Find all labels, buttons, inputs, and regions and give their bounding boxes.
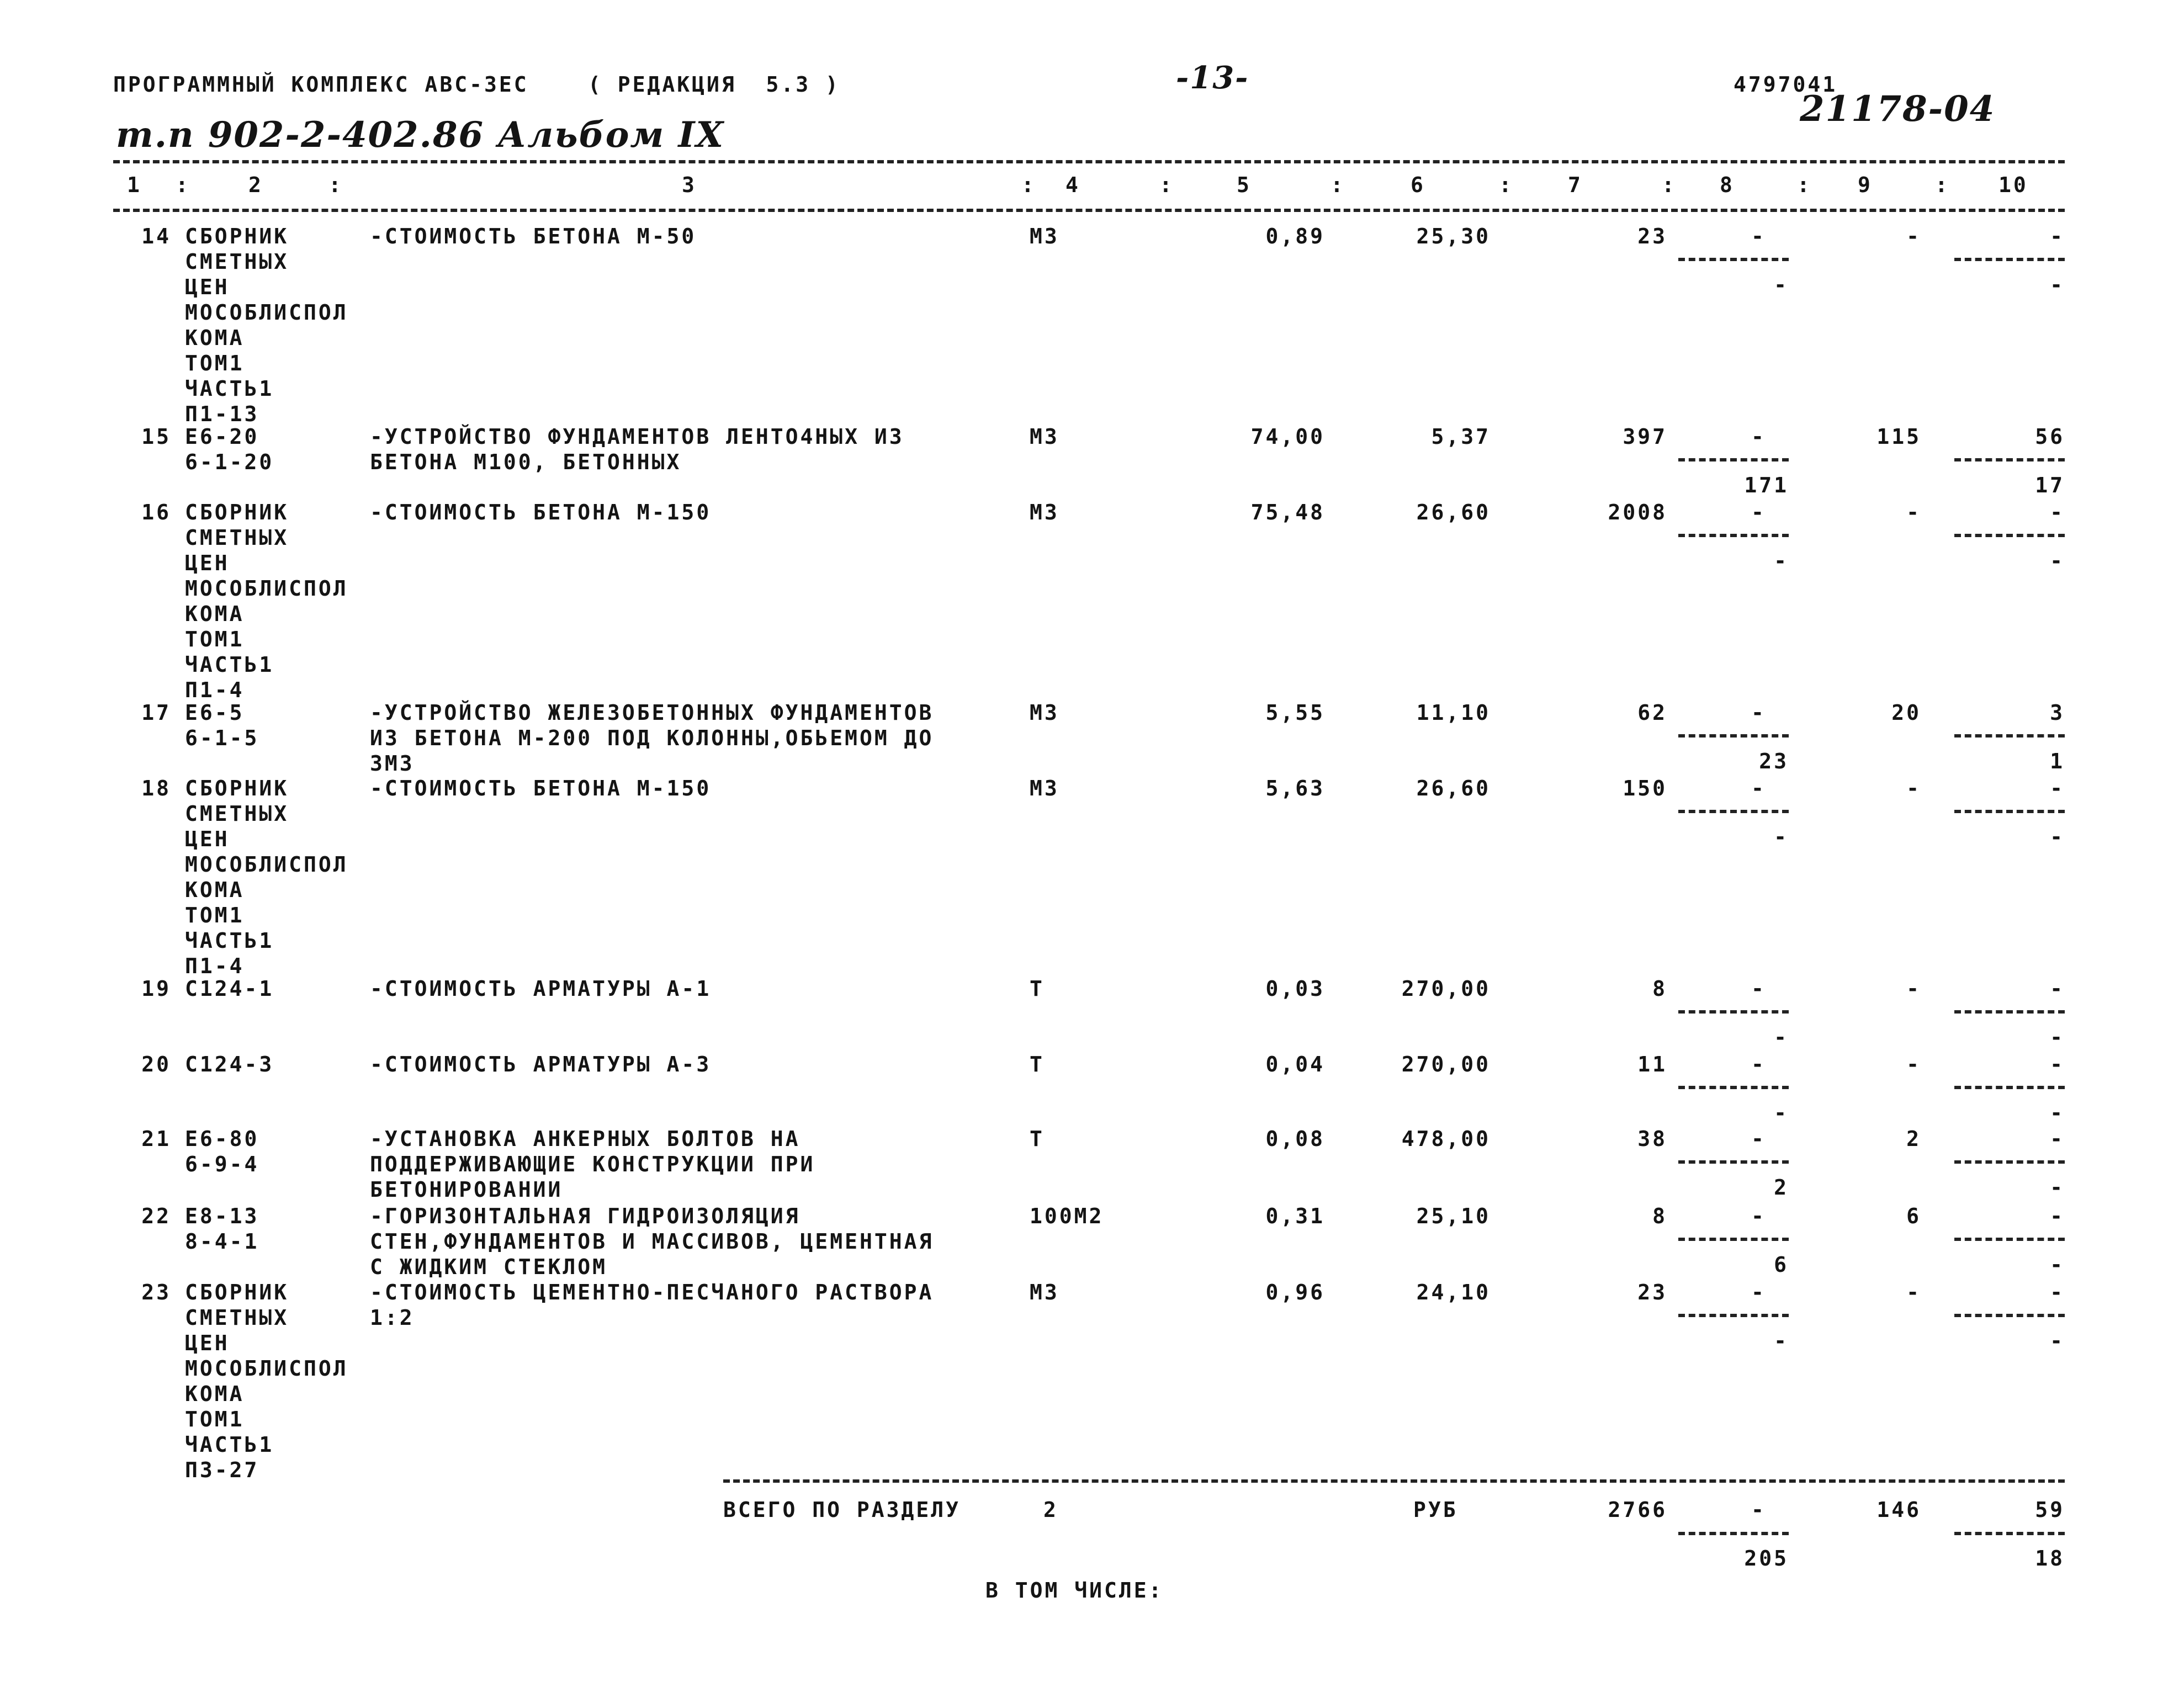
column-separator: : (1797, 173, 1812, 197)
row-code: СБОРНИК СМЕТНЫХ ЦЕН МОСОБЛИСПОЛ КОМА ТОМ1 ЧАСТЬ1 П1-4 (185, 500, 348, 702)
row-c9: 115 (1876, 425, 1921, 449)
column-header-5: 5 (1237, 173, 1252, 197)
row-total: 2008 (1608, 500, 1667, 524)
column-separator: : (1330, 173, 1345, 197)
row-description: -УСТАНОВКА АНКЕРНЫХ БОЛТОВ НА ПОДДЕРЖИВАЮЩИЕ КОНСТРУКЦИИ ПРИ БЕТОНИРОВАНИИ (370, 1127, 815, 1202)
row-c9: 20 (1891, 701, 1921, 725)
row-total: 11 (1637, 1052, 1667, 1076)
row-price: 270,00 (1401, 977, 1491, 1001)
row-quantity: 0,89 (1265, 224, 1325, 248)
row-c8-bottom: - (1774, 549, 1789, 573)
row-c10-rule (1954, 458, 2065, 461)
row-total: 397 (1623, 425, 1667, 449)
row-description: -УСТРОЙСТВО ЖЕЛЕЗОБЕТОННЫХ ФУНДАМЕНТОВ ИЗ БЕТОНА М-200 ПОД КОЛОННЫ,ОБЬЕМОМ ДО 3М3 (370, 701, 934, 776)
row-quantity: 0,96 (1265, 1280, 1325, 1304)
row-unit: Т (1030, 1127, 1045, 1151)
row-code: Е6-20 6-1-20 (185, 425, 274, 474)
row-c10-top: - (2050, 1127, 2065, 1151)
row-c8-top: - (1751, 1052, 1766, 1076)
row-description: -СТОИМОСТЬ ЦЕМЕНТНО-ПЕСЧАНОГО РАСТВОРА 1:2 (370, 1280, 934, 1330)
row-c10-top: - (2050, 977, 2065, 1001)
row-description: -СТОИМОСТЬ БЕТОНА М-50 (370, 224, 697, 248)
row-c8-bottom: 23 (1759, 749, 1789, 773)
column-separator: : (1159, 173, 1174, 197)
row-c9: 6 (1906, 1204, 1921, 1228)
row-code: Е6-5 6-1-5 (185, 701, 259, 750)
summary-label: ВСЕГО ПО РАЗДЕЛУ (723, 1498, 961, 1522)
row-price: 24,10 (1416, 1280, 1491, 1304)
column-separator: : (328, 173, 343, 197)
summary-rule (723, 1479, 2065, 1483)
row-c10-rule (1954, 1010, 2065, 1014)
row-quantity: 75,48 (1250, 500, 1325, 524)
row-c8-top: - (1751, 776, 1766, 800)
row-c8-bottom: 6 (1774, 1253, 1789, 1277)
row-c8-rule (1678, 810, 1789, 813)
row-quantity: 5,63 (1265, 776, 1325, 800)
program-title: ПРОГРАММНЫЙ КОМПЛЕКС АВС-3ЕС (113, 72, 529, 97)
row-c10-top: - (2050, 1052, 2065, 1076)
row-c8-bottom: - (1774, 1025, 1789, 1049)
row-unit: М3 (1030, 1280, 1059, 1304)
row-description: -УСТРОЙСТВО ФУНДАМЕНТОВ ЛЕНТО4НЫХ ИЗ БЕТОНА М100, БЕТОННЫХ (370, 425, 904, 474)
row-c10-bottom: - (2050, 1101, 2065, 1125)
row-code: СБОРНИК СМЕТНЫХ ЦЕН МОСОБЛИСПОЛ КОМА ТОМ1 ЧАСТЬ1 П3-27 (185, 1280, 348, 1482)
row-c10-top: - (2050, 1204, 2065, 1228)
row-price: 270,00 (1401, 1052, 1491, 1076)
row-price: 11,10 (1416, 701, 1491, 725)
row-price: 25,30 (1416, 224, 1491, 248)
row-quantity: 0,31 (1265, 1204, 1325, 1228)
row-number: 18 (141, 776, 171, 800)
column-header-4: 4 (1066, 173, 1080, 197)
summary-c8-rule (1678, 1532, 1789, 1535)
row-number: 14 (141, 224, 171, 248)
row-c8-bottom: 171 (1744, 473, 1789, 497)
header-rule-top (113, 160, 2065, 163)
summary-c8-top: - (1751, 1498, 1766, 1522)
row-c10-bottom: - (2050, 1253, 2065, 1277)
row-number: 20 (141, 1052, 171, 1076)
summary-c10-top: 59 (2035, 1498, 2065, 1522)
row-total: 38 (1637, 1127, 1667, 1151)
row-c8-bottom: - (1774, 825, 1789, 849)
row-c10-rule (1954, 534, 2065, 537)
row-c8-rule (1678, 1086, 1789, 1089)
summary-c8-bottom: 205 (1744, 1546, 1789, 1570)
row-c10-rule (1954, 1314, 2065, 1317)
row-total: 150 (1623, 776, 1667, 800)
row-c10-rule (1954, 258, 2065, 261)
row-c8-bottom: 2 (1774, 1175, 1789, 1200)
row-c10-top: - (2050, 1280, 2065, 1304)
row-c9: 2 (1906, 1127, 1921, 1151)
row-c8-rule (1678, 1238, 1789, 1241)
row-quantity: 5,55 (1265, 701, 1325, 725)
row-code: Е6-80 6-9-4 (185, 1127, 259, 1176)
summary-c10-rule (1954, 1532, 2065, 1535)
column-header-3: 3 (682, 173, 697, 197)
including-label: В ТОМ ЧИСЛЕ: (985, 1578, 1164, 1603)
row-c10-rule (1954, 1086, 2065, 1089)
row-description: -ГОРИЗОНТАЛЬНАЯ ГИДРОИЗОЛЯЦИЯ СТЕН,ФУНДАМЕНТОВ И МАССИВОВ, ЦЕМЕНТНАЯ С ЖИДКИМ СТЕКЛОМ (370, 1204, 934, 1279)
row-c9: - (1906, 500, 1921, 524)
column-header-6: 6 (1411, 173, 1425, 197)
row-price: 478,00 (1401, 1127, 1491, 1151)
row-description: -СТОИМОСТЬ АРМАТУРЫ А-3 (370, 1052, 712, 1076)
row-c10-bottom: 17 (2035, 473, 2065, 497)
row-c9: - (1906, 776, 1921, 800)
handwritten-album: т.п 902-2-402.86 Альбом IX (116, 114, 725, 156)
column-separator: : (1499, 173, 1514, 197)
row-total: 23 (1637, 1280, 1667, 1304)
column-separator: : (176, 173, 190, 197)
row-c10-bottom: - (2050, 549, 2065, 573)
row-c8-rule (1678, 1160, 1789, 1164)
row-code: СБОРНИК СМЕТНЫХ ЦЕН МОСОБЛИСПОЛ КОМА ТОМ1 ЧАСТЬ1 П1-4 (185, 776, 348, 978)
row-c10-top: - (2050, 224, 2065, 248)
row-number: 19 (141, 977, 171, 1001)
summary-c10-bottom: 18 (2035, 1546, 2065, 1570)
row-c10-top: - (2050, 500, 2065, 524)
row-c8-bottom: - (1774, 273, 1789, 297)
row-total: 23 (1637, 224, 1667, 248)
row-quantity: 74,00 (1250, 425, 1325, 449)
row-c10-bottom: - (2050, 1175, 2065, 1200)
row-number: 21 (141, 1127, 171, 1151)
row-c9: - (1906, 224, 1921, 248)
row-code: Е8-13 8-4-1 (185, 1204, 259, 1254)
row-code: С124-3 (185, 1052, 274, 1076)
column-separator: : (1662, 173, 1677, 197)
row-c10-bottom: - (2050, 1329, 2065, 1353)
row-unit: М3 (1030, 701, 1059, 725)
row-c10-bottom: 1 (2050, 749, 2065, 773)
row-c10-bottom: - (2050, 825, 2065, 849)
row-c8-rule (1678, 734, 1789, 737)
row-number: 15 (141, 425, 171, 449)
row-unit: Т (1030, 1052, 1045, 1076)
row-description: -СТОИМОСТЬ БЕТОНА М-150 (370, 500, 712, 524)
row-c8-top: - (1751, 500, 1766, 524)
row-c10-rule (1954, 1160, 2065, 1164)
row-c8-top: - (1751, 977, 1766, 1001)
column-header-2: 2 (248, 173, 263, 197)
column-separator: : (1935, 173, 1950, 197)
row-c10-rule (1954, 1238, 2065, 1241)
row-c10-rule (1954, 734, 2065, 737)
document-code: 4797041 (1734, 72, 1838, 97)
column-header-8: 8 (1720, 173, 1735, 197)
row-c10-rule (1954, 810, 2065, 813)
row-c9: - (1906, 977, 1921, 1001)
column-header-9: 9 (1858, 173, 1873, 197)
row-price: 5,37 (1431, 425, 1491, 449)
column-header-1: 1 (127, 173, 142, 197)
row-c8-top: - (1751, 1127, 1766, 1151)
row-unit: М3 (1030, 776, 1059, 800)
row-c8-rule (1678, 534, 1789, 537)
summary-total: 2766 (1608, 1498, 1667, 1522)
row-c8-top: - (1751, 224, 1766, 248)
row-c8-rule (1678, 458, 1789, 461)
row-description: -СТОИМОСТЬ АРМАТУРЫ А-1 (370, 977, 712, 1001)
row-total: 8 (1652, 977, 1667, 1001)
row-number: 22 (141, 1204, 171, 1228)
row-quantity: 0,08 (1265, 1127, 1325, 1151)
row-number: 23 (141, 1280, 171, 1304)
summary-c9: 146 (1876, 1498, 1921, 1522)
row-code: СБОРНИК СМЕТНЫХ ЦЕН МОСОБЛИСПОЛ КОМА ТОМ1 ЧАСТЬ1 П1-13 (185, 224, 348, 426)
column-header-10: 10 (1999, 173, 2028, 197)
row-price: 26,60 (1416, 500, 1491, 524)
summary-section: 2 (1043, 1498, 1058, 1522)
row-c8-top: - (1751, 1204, 1766, 1228)
header-rule-bottom (113, 209, 2065, 212)
page-number: -13- (1176, 60, 1249, 96)
row-unit: М3 (1030, 500, 1059, 524)
row-unit: М3 (1030, 224, 1059, 248)
row-c10-top: 3 (2050, 701, 2065, 725)
row-c10-top: 56 (2035, 425, 2065, 449)
row-c10-bottom: - (2050, 273, 2065, 297)
column-separator: : (1021, 173, 1036, 197)
handwritten-code: 21178-04 (1800, 88, 1996, 130)
row-c10-top: - (2050, 776, 2065, 800)
row-total: 8 (1652, 1204, 1667, 1228)
row-quantity: 0,04 (1265, 1052, 1325, 1076)
row-c8-rule (1678, 1010, 1789, 1014)
row-c8-top: - (1751, 1280, 1766, 1304)
summary-currency: РУБ (1413, 1498, 1458, 1522)
row-c8-rule (1678, 1314, 1789, 1317)
column-header-7: 7 (1568, 173, 1583, 197)
edition-label: ( РЕДАКЦИЯ 5.3 ) (588, 72, 840, 97)
row-c8-top: - (1751, 425, 1766, 449)
row-c9: - (1906, 1280, 1921, 1304)
row-number: 16 (141, 500, 171, 524)
row-c10-bottom: - (2050, 1025, 2065, 1049)
row-price: 25,10 (1416, 1204, 1491, 1228)
row-code: С124-1 (185, 977, 274, 1001)
row-description: -СТОИМОСТЬ БЕТОНА М-150 (370, 776, 712, 800)
row-price: 26,60 (1416, 776, 1491, 800)
row-number: 17 (141, 701, 171, 725)
row-c8-bottom: - (1774, 1329, 1789, 1353)
row-c8-bottom: - (1774, 1101, 1789, 1125)
row-total: 62 (1637, 701, 1667, 725)
row-c8-top: - (1751, 701, 1766, 725)
row-unit: 100М2 (1030, 1204, 1104, 1228)
row-unit: Т (1030, 977, 1045, 1001)
row-c9: - (1906, 1052, 1921, 1076)
row-c8-rule (1678, 258, 1789, 261)
row-unit: М3 (1030, 425, 1059, 449)
row-quantity: 0,03 (1265, 977, 1325, 1001)
